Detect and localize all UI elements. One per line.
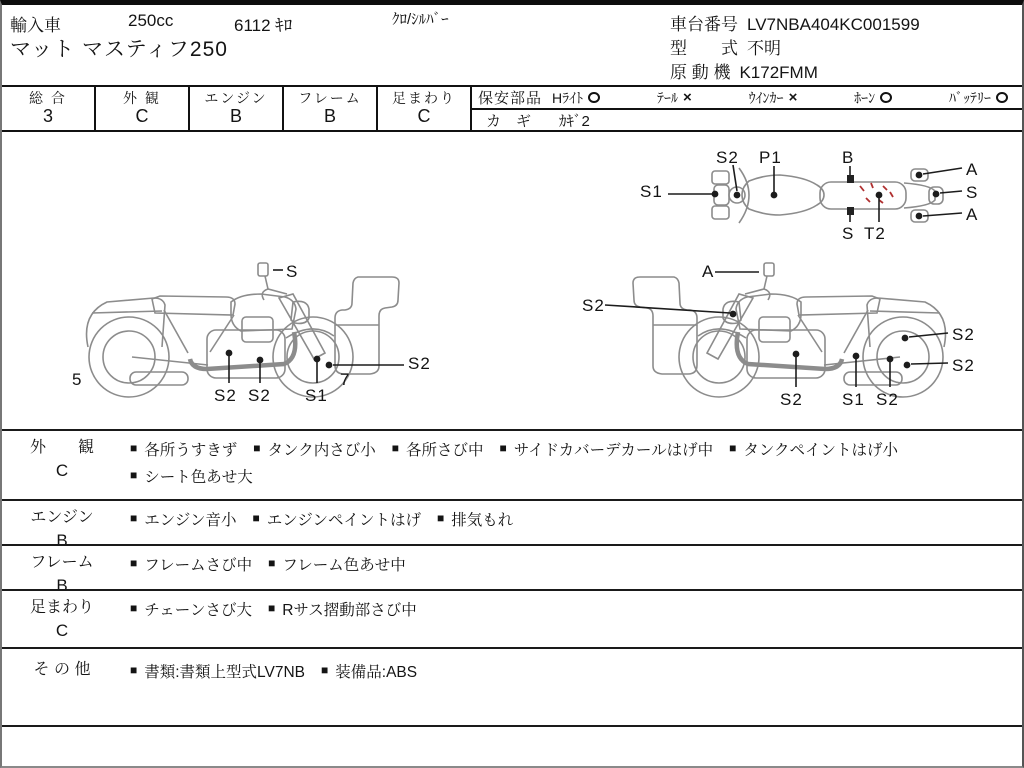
diagram-label: 7: [340, 370, 351, 389]
chassis-number: LV7NBA404KC001599: [747, 15, 920, 34]
ratings-row: [2, 85, 1022, 132]
diagram-label: S2: [876, 390, 899, 409]
condition-item: ■ 装備品:ABS: [321, 663, 418, 681]
safety-part-status: ﾃｰﾙ ×: [656, 89, 692, 106]
condition-item: ■ 各所うすきず: [130, 441, 238, 459]
diagram-label: A: [966, 205, 979, 224]
condition-item: ■ 書類:書類上型式LV7NB: [130, 663, 306, 681]
engine-code: K172FMM: [739, 63, 818, 82]
damage-diagram-area: [2, 132, 1022, 429]
condition-grade: C: [55, 461, 69, 481]
rating-frame-value: B: [323, 106, 336, 127]
safety-part-status: ﾊﾞｯﾃﾘｰ: [949, 88, 1008, 108]
diagram-label: S2: [248, 386, 271, 405]
diagram-label: A: [702, 262, 715, 281]
diagram-label: P1: [759, 148, 782, 167]
rating-overall-value: 3: [42, 106, 53, 127]
diagram-label: S2: [408, 354, 431, 373]
condition-item: ■ シート色あせ大: [130, 468, 253, 486]
diagram-label: S2: [952, 356, 975, 375]
body-color: ｸﾛ/ｼﾙﾊﾞｰ: [392, 11, 449, 28]
condition-item: ■ 排気もれ: [436, 511, 514, 529]
condition-items: [122, 591, 1022, 647]
square-bullet-icon: ■: [499, 441, 507, 455]
motorcycle-diagrams: [2, 132, 1022, 429]
square-bullet-icon: ■: [130, 601, 138, 615]
circle-ok-mark: [996, 92, 1008, 103]
condition-row-frame: [2, 544, 1022, 596]
square-bullet-icon: ■: [130, 556, 138, 570]
diagram-label: S1: [305, 386, 328, 405]
diagram-label: S2: [952, 325, 975, 344]
square-bullet-icon: ■: [321, 663, 329, 677]
square-bullet-icon: ■: [253, 441, 261, 455]
displacement: 250cc: [128, 11, 174, 30]
diagram-label: S: [966, 183, 979, 202]
cross-ng-mark: ×: [788, 89, 798, 106]
rating-engine-value: B: [229, 106, 242, 127]
diagram-label: 5: [72, 370, 83, 389]
safety-parts-label: 保安部品: [478, 90, 543, 107]
condition-label: 外 観: [29, 439, 94, 456]
condition-row-engine: [2, 499, 1022, 551]
safety-part-status: Hﾗｲﾄ: [552, 88, 600, 108]
diagram-label: S2: [582, 296, 605, 315]
bottom-empty-strip: [2, 725, 1022, 766]
diagram-label: S: [842, 224, 855, 243]
circle-ok-mark: [588, 92, 600, 103]
rating-undercarriage: 足まわり C: [378, 87, 472, 130]
vehicle-type: 輸入車: [10, 16, 61, 35]
safety-parts-list: [552, 88, 1008, 108]
condition-row-exterior: [2, 429, 1022, 499]
condition-item: ■ チェーンさび大: [130, 601, 252, 619]
square-bullet-icon: ■: [130, 441, 138, 455]
chassis-label: 車台番号: [670, 15, 738, 34]
cross-ng-mark: ×: [682, 89, 692, 106]
condition-label: そ の 他: [33, 661, 91, 678]
condition-items: [122, 431, 1022, 499]
model-code: 不明: [747, 39, 781, 58]
model-name: マット マスティフ250: [10, 38, 228, 61]
safety-part-status: ｳｲﾝｶｰ ×: [748, 89, 798, 106]
square-bullet-icon: ■: [130, 468, 138, 482]
condition-item: ■ タンク内さび小: [253, 441, 376, 459]
square-bullet-icon: ■: [252, 511, 260, 525]
diagram-label: B: [842, 148, 855, 167]
condition-item: ■ フレーム色あせ中: [268, 556, 406, 574]
leader-lines: [226, 165, 962, 387]
mileage: 6112 ｷﾛ: [234, 16, 293, 35]
top-view-art: [712, 168, 943, 223]
condition-item: ■ 各所さび中: [391, 441, 484, 459]
diagram-label: S: [286, 262, 299, 281]
square-bullet-icon: ■: [729, 441, 737, 455]
condition-item: ■ エンジン音小: [130, 511, 237, 529]
condition-grade: B: [56, 576, 68, 596]
condition-item: ■ Rサス摺動部さび中: [267, 601, 417, 619]
condition-items: [122, 501, 1022, 544]
condition-row-undercarriage: [2, 589, 1022, 647]
condition-item: ■ タンクペイントはげ小: [729, 441, 899, 459]
square-bullet-icon: ■: [436, 511, 445, 525]
square-bullet-icon: ■: [391, 441, 399, 455]
condition-grade: B: [56, 531, 68, 551]
key-count: ｶｷﾞ2: [559, 113, 590, 130]
rating-engine: エンジン B: [190, 87, 284, 130]
diagram-label: S2: [780, 390, 803, 409]
model-code-label: 型 式: [670, 39, 738, 58]
diagram-label: T2: [864, 224, 886, 243]
rating-overall: 総 合 3: [2, 87, 96, 130]
condition-label: フレーム: [30, 554, 94, 571]
condition-items: [122, 546, 1022, 589]
diagram-label: S1: [640, 182, 663, 201]
condition-label: 足まわり: [29, 599, 94, 616]
condition-items: [122, 649, 1022, 725]
rating-undercarriage-value: C: [417, 106, 431, 127]
square-bullet-icon: ■: [130, 511, 138, 525]
key-row: [472, 110, 1022, 131]
rating-exterior: 外 観 C: [96, 87, 190, 130]
condition-grade: C: [55, 621, 69, 641]
engine-code-label: 原 動 機: [670, 63, 731, 82]
engine-code-row: [670, 58, 818, 83]
square-bullet-icon: ■: [267, 601, 276, 615]
diagram-label: S2: [716, 148, 739, 167]
condition-row-other: [2, 647, 1022, 725]
diagram-label: A: [966, 160, 979, 179]
circle-ok-mark: [880, 92, 892, 103]
safety-part-status: ﾎｰﾝ: [854, 88, 892, 108]
model-code-row: [670, 34, 781, 59]
square-bullet-icon: ■: [130, 663, 138, 677]
condition-item: ■ エンジンペイントはげ: [252, 511, 421, 529]
rating-exterior-value: C: [135, 106, 149, 127]
rating-frame: フレーム B: [284, 87, 378, 130]
safety-parts-cell: [472, 87, 1022, 130]
diagram-label: S1: [842, 390, 865, 409]
condition-item: ■ フレームさび中: [130, 556, 253, 574]
key-label: カ ギ: [486, 113, 532, 130]
square-bullet-icon: ■: [268, 556, 276, 570]
condition-item: ■ サイドカバーデカールはげ中: [499, 441, 714, 459]
condition-label: エンジン: [30, 509, 94, 526]
diagram-label: S2: [214, 386, 237, 405]
chassis-number-row: [670, 10, 920, 35]
